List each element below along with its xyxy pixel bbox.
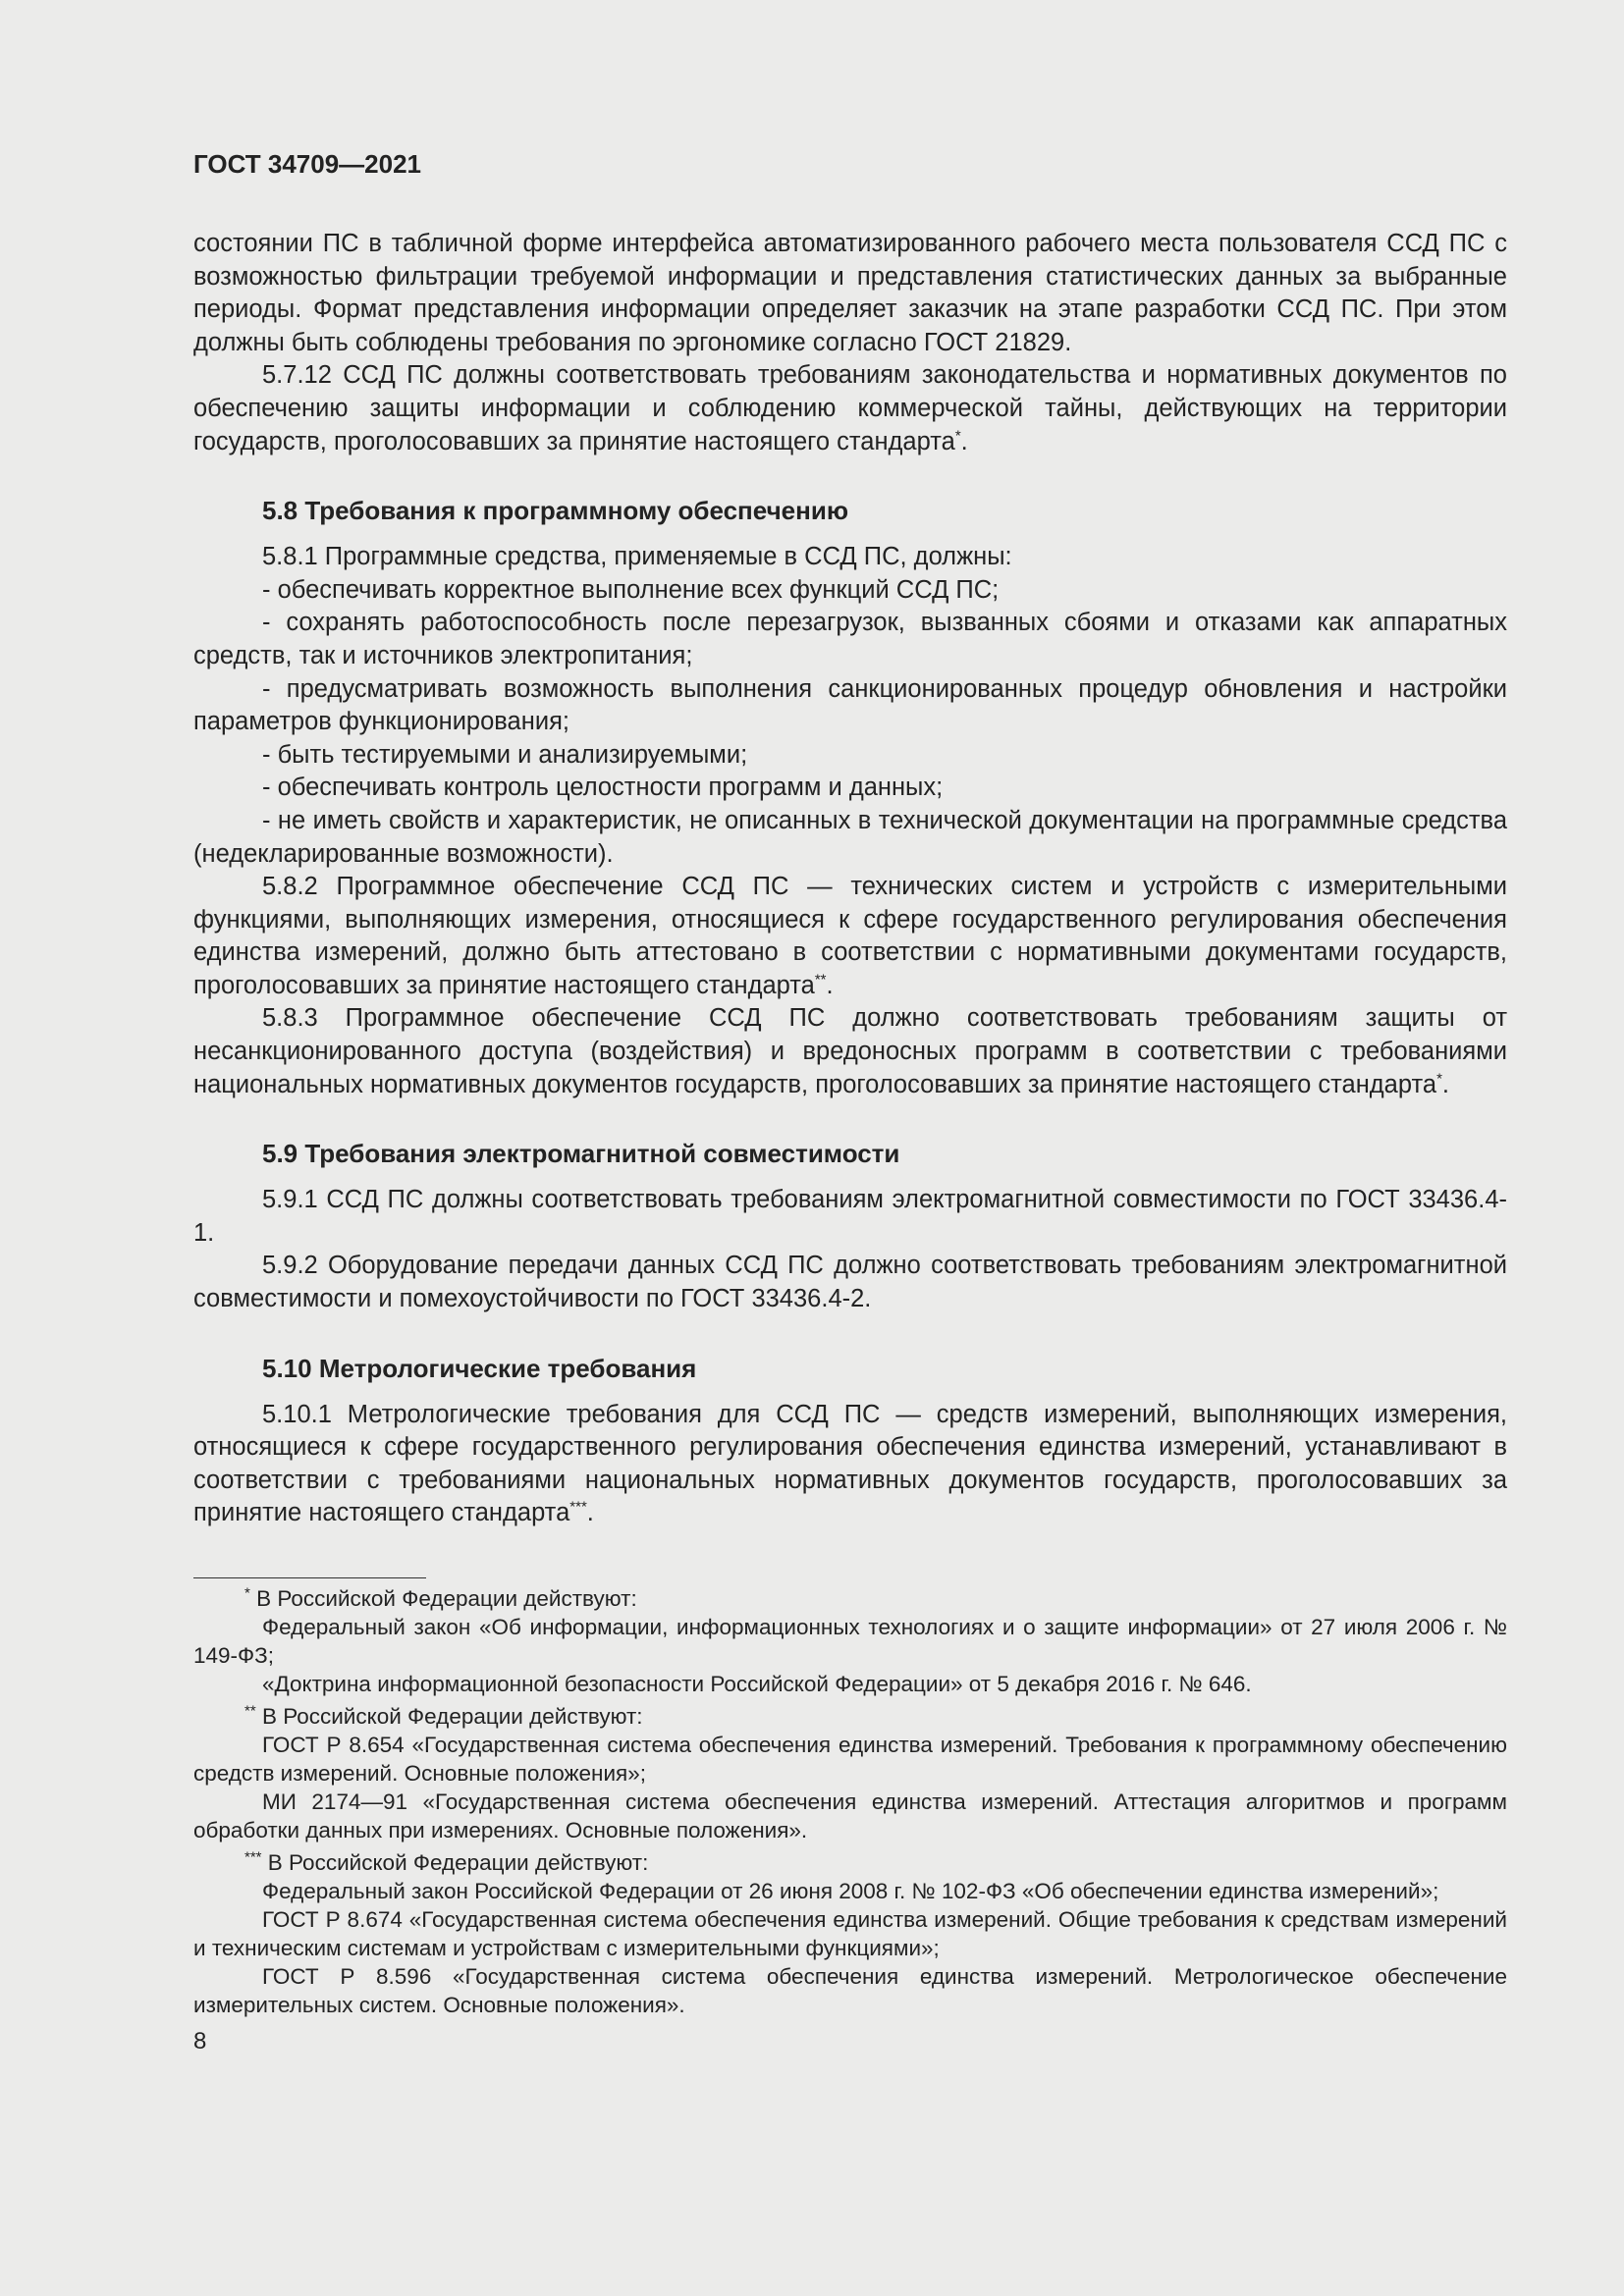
paragraph-5-8-2-text: 5.8.2 Программное обеспечение ССД ПС — технических систем и устройств с измерительными функциями, выполняющих измерения, относящиеся к сфере государственного регулирования обеспечения единства измерений, должно быть аттестовано в соответствии с нормативными документами государств, проголосовавших за принятие настоящего стандарта: [193, 873, 1507, 999]
section-title-5-10: 5.10 Метрологические требования: [262, 1353, 697, 1383]
section-title-5-8: 5.8 Требования к программному обеспечению: [262, 496, 849, 526]
footnote-item: ГОСТ Р 8.596 «Государственная система обеспечения единства измерений. Метрологическое обеспечение измерительных систем. Основные положения».: [193, 1964, 1507, 2017]
list-item: - обеспечивать контроль целостности программ и данных;: [262, 774, 944, 802]
footnote-item: Федеральный закон «Об информации, информационных технологиях и о защите информации» от 27 июля 2006 г. № 149-ФЗ;: [193, 1615, 1507, 1668]
footnote-ref-3[interactable]: ***: [569, 1498, 587, 1516]
footnote-item: ГОСТ Р 8.654 «Государственная система обеспечения единства измерений. Требования к программному обеспечению средств измерений. Основные положения»;: [193, 1733, 1507, 1786]
footnote-item: Федеральный закон Российской Федерации от 26 июня 2008 г. № 102-ФЗ «Об обеспечении единства измерений»;: [262, 1879, 1439, 1903]
page-number: 8: [193, 2028, 207, 2055]
paragraph-5-8-3-text: 5.8.3 Программное обеспечение ССД ПС должно соответствовать требованиям защиты от несанкционированного доступа (воздействия) и вредоносных программ в соответствии с требованиями национальных нормативных документов государств, проголосовавших за принятие настоящего стандарта: [193, 1004, 1507, 1098]
paragraph-5-7-12: [193, 359, 1507, 458]
footnote-mark-1: *: [244, 1584, 250, 1602]
list-item: - быть тестируемыми и анализируемыми;: [262, 740, 748, 769]
paragraph-continued: состоянии ПС в табличной форме интерфейса автоматизированного рабочего места пользователя ССД ПС с возможностью фильтрации требуемой информации и представления статистических данных за выбранные периоды. Формат представления информации определяет заказчик на этапе разработки ССД ПС. При этом должны быть соблюдены требования по эргономике согласно ГОСТ 21829.: [193, 230, 1507, 356]
list-item: - предусматривать возможность выполнения санкционированных процедур обновления и настройки параметров функционирования;: [193, 674, 1507, 736]
footnote-1-head: [193, 1584, 1507, 1613]
document-id-header: ГОСТ 34709—2021: [193, 149, 421, 179]
period: .: [960, 427, 968, 455]
footnote-2: [193, 1702, 1507, 1844]
body-text: [193, 228, 1507, 1530]
list-item: - сохранять работоспособность после перезагрузок, вызванных сбоями и отказами как аппаратных средств, так и источников электропитания;: [193, 609, 1507, 669]
footnote-ref-1[interactable]: *: [954, 427, 961, 445]
paragraph-5-9-1: 5.9.1 ССД ПС должны соответствовать требованиям электромагнитной совместимости по ГОСТ 33436.4-1.: [193, 1186, 1507, 1247]
paragraph-5-10-1-text: 5.10.1 Метрологические требования для ССД ПС — средств измерений, выполняющих измерения, относящиеся к сфере государственного регулирования обеспечения единства измерений, устанавливают в соответствии с требованиями национальных нормативных документов государств, проголосовавших за принятие настоящего стандарта: [193, 1400, 1507, 1527]
footnote-3-head: [193, 1848, 1507, 1877]
footnote-2-head-text: В Российской Федерации действуют:: [261, 1704, 643, 1729]
footnotes: [193, 1577, 1507, 2019]
paragraph-5-10-1: [193, 1399, 1507, 1530]
footnote-item: «Доктрина информационной безопасности Российской Федерации» от 5 декабря 2016 г. № 646.: [262, 1672, 1252, 1696]
footnote-3: [193, 1848, 1507, 2019]
footnote-ref-2[interactable]: **: [814, 971, 827, 988]
paragraph-5-7-12-text: 5.7.12 ССД ПС должны соответствовать требованиям законодательства и нормативных документов по обеспечению защиты информации и соблюдению коммерческой тайны, действующих на территории государств, проголосовавших за принятие настоящего стандарта: [193, 361, 1507, 455]
section-title-5-9: 5.9 Требования электромагнитной совместимости: [262, 1139, 900, 1169]
footnote-ref-1[interactable]: *: [1436, 1070, 1442, 1088]
period: .: [1441, 1070, 1449, 1098]
period: .: [586, 1499, 594, 1527]
footnote-1: [193, 1584, 1507, 1698]
footnote-3-head-text: В Российской Федерации действуют:: [267, 1850, 649, 1875]
footnote-mark-3: ***: [244, 1848, 262, 1866]
paragraph-5-8-1: 5.8.1 Программные средства, применяемые в ССД ПС, должны:: [262, 543, 1012, 571]
list-item: - обеспечивать корректное выполнение всех функций ССД ПС;: [262, 575, 1000, 604]
footnote-item: МИ 2174—91 «Государственная система обеспечения единства измерений. Аттестация алгоритмов и программ обработки данных при измерениях. Основные положения».: [193, 1789, 1507, 1842]
paragraph-5-8-2: [193, 871, 1507, 1002]
footnote-1-head-text: В Российской Федерации действуют:: [256, 1586, 637, 1611]
footnote-item: ГОСТ Р 8.674 «Государственная система обеспечения единства измерений. Общие требования к средствам измерений и техническим системам и устройствам с измерительными функциями»;: [193, 1907, 1507, 1960]
footnote-separator: [193, 1577, 426, 1578]
list-item: - не иметь свойств и характеристик, не описанных в технической документации на программные средства (недекларированные возможности).: [193, 806, 1507, 868]
paragraph-5-8-3: [193, 1002, 1507, 1101]
footnote-mark-2: **: [244, 1702, 256, 1720]
period: .: [826, 971, 834, 999]
footnote-2-head: [193, 1702, 1507, 1731]
paragraph-5-9-2: 5.9.2 Оборудование передачи данных ССД ПС должно соответствовать требованиям электромагнитной совместимости и помехоустойчивости по ГОСТ 33436.4-2.: [193, 1252, 1507, 1313]
document-page: [193, 147, 1507, 2056]
